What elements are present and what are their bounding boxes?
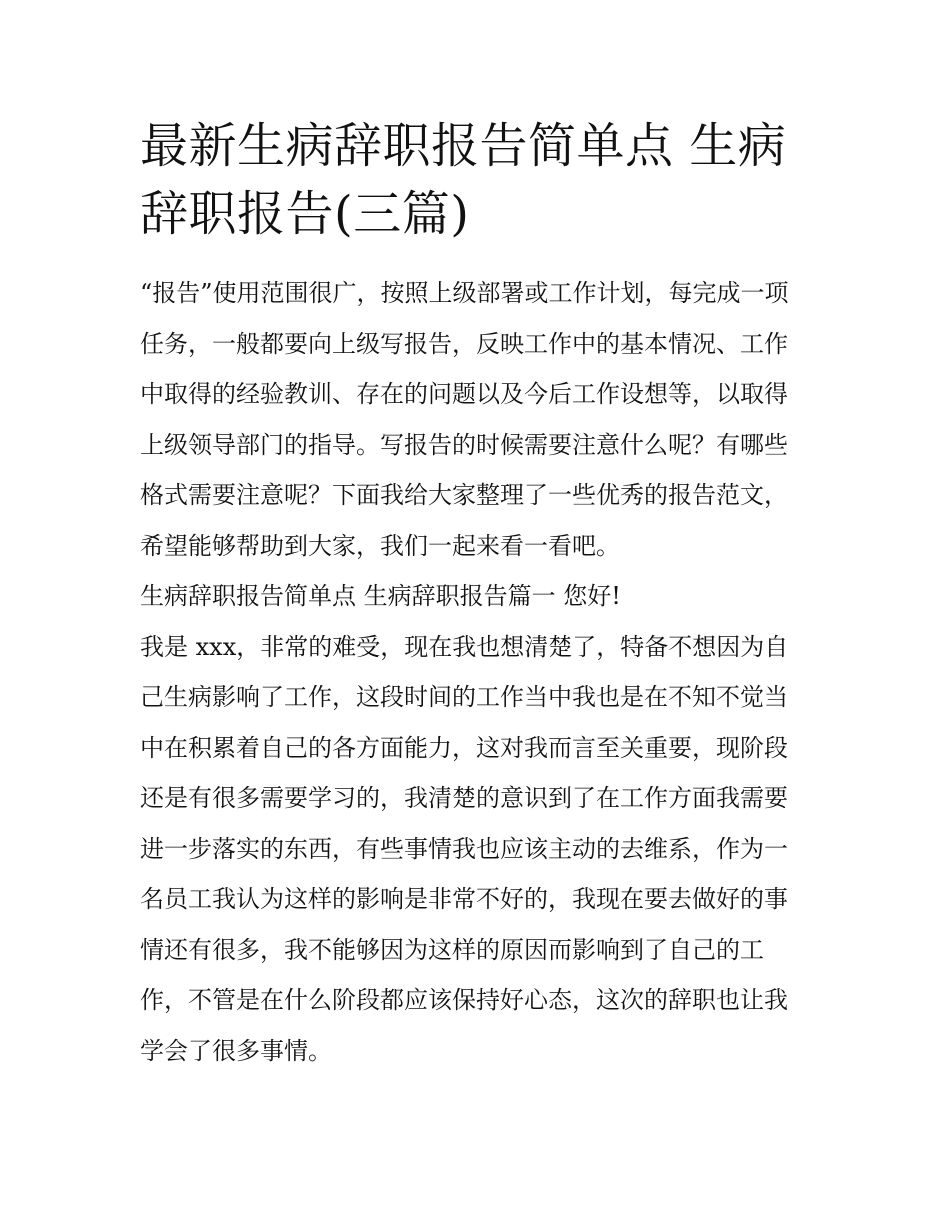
section-heading: 生病辞职报告简单点 生病辞职报告篇一 您好! xyxy=(140,582,621,610)
document-content xyxy=(140,112,812,1076)
intro-line: “报告”使用范围很广，按照上级部署或工作计划，每完成一项 xyxy=(140,279,789,307)
body-line: 情还有很多，我不能够因为这样的原因而影响到了自己的工 xyxy=(140,935,764,964)
intro-paragraph xyxy=(140,268,812,571)
body-line: 名员工我认为这样的影响是非常不好的，我现在要去做好的事 xyxy=(140,885,788,913)
body-line: 学会了很多事情。 xyxy=(140,1036,332,1065)
body-line: 中在积累着自己的各方面能力，这对我而言至关重要，现阶段 xyxy=(140,733,788,762)
body-line: 作，不管是在什么阶段都应该保持好心态，这次的辞职也让我 xyxy=(140,986,788,1014)
intro-line: 中取得的经验教训、存在的问题以及今后工作设想等，以取得 xyxy=(140,380,788,408)
title-line: 最新生病辞职报告简单点 生病 xyxy=(140,118,787,174)
body-line: 进一步落实的东西，有些事情我也应该主动的去维系，作为一 xyxy=(140,834,788,863)
intro-line: 格式需要注意呢？下面我给大家整理了一些优秀的报告范文， xyxy=(140,481,788,509)
title-line: 辞职报告(三篇) xyxy=(140,186,470,242)
intro-line: 希望能够帮助到大家，我们一起来看一看吧。 xyxy=(140,531,620,560)
intro-line: 上级领导部门的指导。写报告的时候需要注意什么呢？有哪些 xyxy=(140,430,788,459)
body-line: 我是 xxx，非常的难受，现在我也想清楚了，特备不想因为自 xyxy=(140,632,789,661)
body-line: 还是有很多需要学习的，我清楚的意识到了在工作方面我需要 xyxy=(140,784,788,812)
body-paragraph xyxy=(140,622,812,1077)
intro-line: 任务，一般都要向上级写报告，反映工作中的基本情况、工作 xyxy=(140,329,788,358)
document-title xyxy=(140,112,812,248)
body-line: 己生病影响了工作，这段时间的工作当中我也是在不知不觉当 xyxy=(140,683,788,711)
